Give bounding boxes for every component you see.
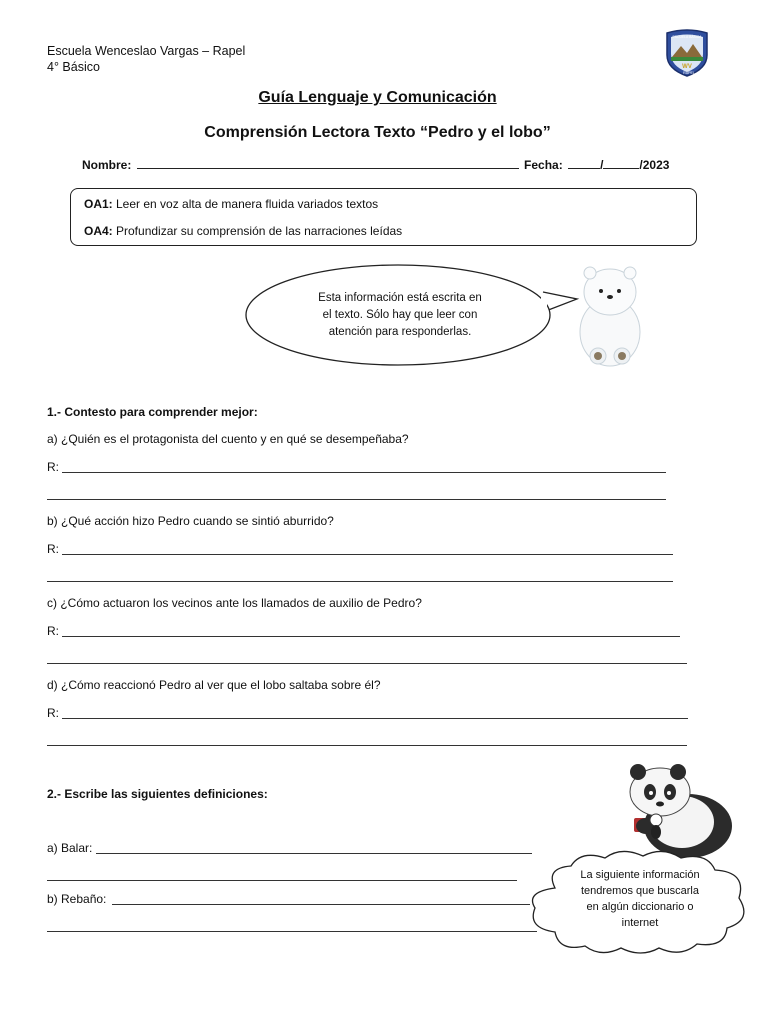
answer-line[interactable]	[47, 499, 666, 500]
date-day-field[interactable]	[568, 157, 600, 169]
question-d: d) ¿Cómo reaccionó Pedro al ver que el lobo saltaba sobre él?	[47, 678, 381, 692]
definition-rebano-label: b) Rebaño:	[47, 892, 107, 906]
page-title: Guía Lenguaje y Comunicación	[258, 89, 497, 106]
name-label: Nombre:	[82, 158, 132, 172]
objective-oa1: OA1: Leer en voz alta de manera fluida variados textos	[84, 197, 379, 211]
answer-label: R:	[47, 624, 59, 638]
answer-line[interactable]	[62, 554, 673, 555]
date-label: Fecha:	[524, 158, 563, 172]
answer-line[interactable]	[47, 663, 687, 664]
question-b: b) ¿Qué acción hizo Pedro cuando se sintió aburrido?	[47, 514, 334, 528]
name-field[interactable]	[137, 157, 519, 169]
definition-line[interactable]	[47, 931, 537, 932]
objective-oa4: OA4: Profundizar su comprensión de las narraciones leídas	[84, 224, 403, 238]
logo-bottom-text: RAPEL	[683, 71, 695, 75]
definition-line[interactable]	[47, 880, 517, 881]
answer-line[interactable]	[62, 636, 680, 637]
date-separator: /	[600, 158, 604, 172]
answer-label: R:	[47, 706, 59, 720]
section2-title: 2.- Escribe las siguientes definiciones:	[47, 787, 268, 801]
logo-top-text: ESCUELA BÁSICA	[672, 35, 702, 39]
answer-line[interactable]	[62, 718, 688, 719]
school-name: Escuela Wenceslao Vargas – Rapel	[47, 44, 246, 58]
logo-initials: WV	[682, 64, 692, 70]
name-date-row	[82, 157, 669, 172]
definition-balar-label: a) Balar:	[47, 841, 93, 855]
date-year: 2023	[642, 158, 670, 172]
answer-line[interactable]	[47, 581, 673, 582]
panda-icon	[620, 762, 738, 858]
date-separator: /	[639, 158, 643, 172]
grade-label: 4° Básico	[47, 60, 100, 74]
section1-title: 1.- Contesto para comprender mejor:	[47, 405, 258, 419]
definition-line[interactable]	[112, 904, 530, 905]
definition-line[interactable]	[96, 853, 532, 854]
school-header	[47, 43, 245, 75]
school-logo-icon	[663, 27, 711, 77]
answer-label: R:	[47, 460, 59, 474]
page-subtitle: Comprensión Lectora Texto “Pedro y el lobo”	[204, 124, 551, 141]
answer-label: R:	[47, 542, 59, 556]
answer-line[interactable]	[47, 745, 687, 746]
question-c: c) ¿Cómo actuaron los vecinos ante los llamados de auxilio de Pedro?	[47, 596, 422, 610]
question-a: a) ¿Quién es el protagonista del cuento y en qué se desempeñaba?	[47, 432, 409, 446]
speech-bubble-text: Esta información está escrita en el texto. Sólo hay que leer con atención para responderlas.	[318, 292, 482, 338]
answer-line[interactable]	[62, 472, 666, 473]
cloud-text: La siguiente información tendremos que buscarla en algún diccionario o internet	[580, 869, 700, 929]
date-month-field[interactable]	[603, 157, 639, 169]
polar-bear-icon	[570, 262, 650, 372]
